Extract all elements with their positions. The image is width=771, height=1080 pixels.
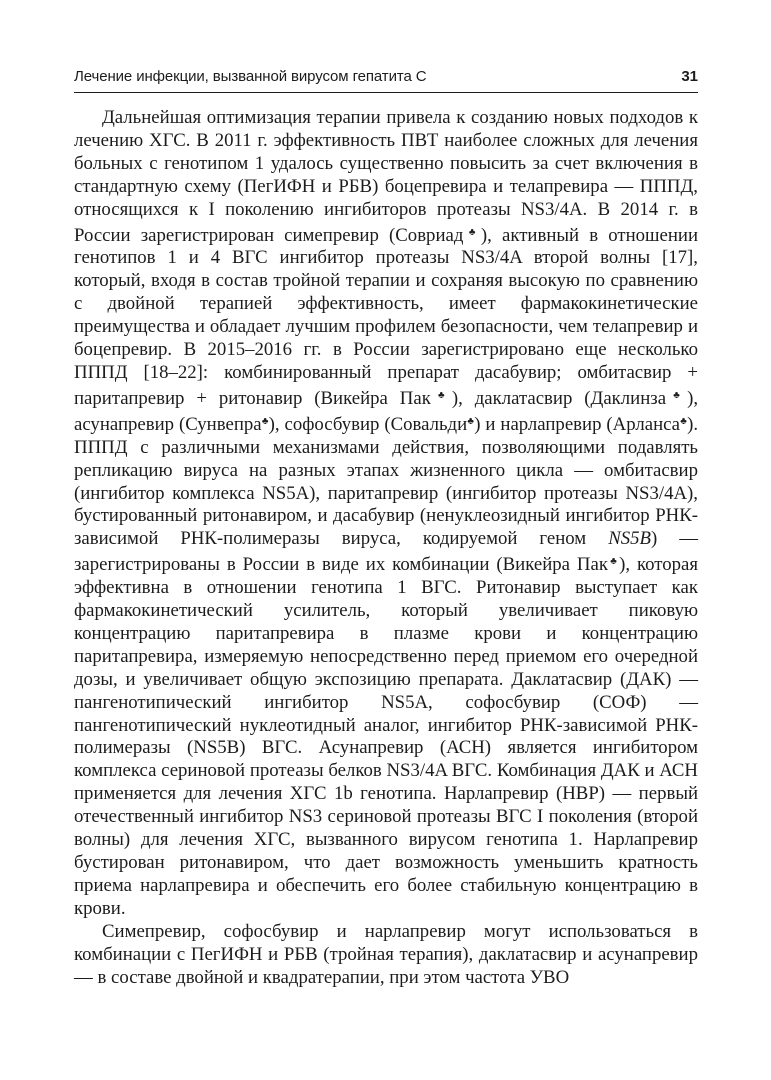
- body-text: [74, 107, 698, 989]
- book-page: [74, 62, 698, 1062]
- gene-name: NS5B: [608, 528, 651, 550]
- running-header: [74, 62, 698, 92]
- text-run: ), которая эффективна в отношении генотипа 1 ВГС. Ритонавир выступает как фармакокинетический усилитель, который увеличивает пиковую концентрацию паритапревира в плазме крови и концентрацию паритапревира, измеряемую непосредственно перед приемом его очередной дозы, и увеличивает общую экспозицию препарата. Даклатасвир (ДАК) — пангенотипический ингибитор NS5A, софосбувир (СОФ) — пангенотипический нуклеотидный аналог, ингибитор РНК-зависимой РНК-полимеразы (NS5B) ВГС. Асунапревир (АСН) является ингибитором комплекса сериновой протеазы белков NS3/4A ВГС. Комбинация ДАК и АСН применяется для лечения ХГС 1b генотипа. Нарлапревир (НВР) — первый отечественный ингибитор NS3 сериновой протеазы ВГС I поколения (второй волны) для лечения ХГС, вызванного вирусом генотипа 1. Нарлапревир бустирован ритонавиром, что дает возможность уменьшить кратность приема нарлапревира и обеспечить его более стабильную концентрацию в крови.: [74, 554, 698, 919]
- paragraph: [74, 107, 698, 921]
- text-run: ), асунапревир (Сунвепра: [74, 387, 699, 435]
- registered-mark-icon: ♣: [607, 556, 620, 568]
- registered-mark-icon: ♣: [680, 415, 688, 427]
- text-run: ) и нарлапревир (Арланса: [474, 413, 681, 435]
- header-rule: [74, 92, 698, 93]
- page-number: 31: [681, 68, 698, 85]
- text-run: Дальнейшая оптимизация терапии привела к созданию новых подходов к лечению ХГС. В 2011 г. эффективность ПВТ наиболее сложных для лечения больных с генотипом 1 удалось существенно повысить за счет включения в стандартную схему (ПегИФН и РБВ) боцепревира и телапревира — ПППД, относящихся к I поколению ингибиторов протеазы NS3/4A. В 2014 г. в России зарегистрирован симепревир (Совриад: [74, 107, 698, 246]
- paragraph: [74, 921, 698, 990]
- registered-mark-icon: ♣: [666, 389, 688, 401]
- registered-mark-icon: ♣: [261, 415, 269, 427]
- text-run: ) — зарегистрированы в России в виде их комбинации (Викейра Пак: [74, 528, 699, 576]
- registered-mark-icon: ♣: [430, 389, 452, 401]
- text-run: ), активный в отношении генотипов 1 и 4 ВГС ингибитор протеазы NS3/4A второй волны [17], который, входя в состав тройной терапии и сохраняя высокую по сравнению с двойной терапией эффективность, имеет фармакокинетические преимущества и обладает лучшим профилем безопасности, чем телапревир и боцепревир. В 2015–2016 гг. в России зарегистрировано еще несколько ПППД [18–22]: комбинированный препарат дасабувир; омбитасвир + паритапревир + ритонавир (Викейра Пак: [74, 224, 699, 409]
- text-run: ), софосбувир (Совальди: [268, 413, 468, 435]
- text-run: Симепревир, софосбувир и нарлапревир могут использоваться в комбинации с ПегИФН и РБВ (тройная терапия), даклатасвир и асунапревир — в составе двойной и квадратерапии, при этом частота УВО: [74, 920, 698, 988]
- running-title: Лечение инфекции, вызванной вирусом гепатита С: [74, 68, 427, 85]
- registered-mark-icon: ♣: [467, 415, 475, 427]
- text-run: ). ПППД с различными механизмами действия, позволяющими подавлять репликацию вируса на разных этапах жизненного цикла — омбитасвир (ингибитор комплекса NS5A), паритапревир (ингибитор протеазы NS3/4A), бустированный ритонавиром, и дасабувир (ненуклеозидный ингибитор РНК-зависимой РНК-полимеразы вируса, кодируемой геном: [74, 413, 699, 550]
- registered-mark-icon: ♣: [463, 226, 481, 238]
- text-run: ), даклатасвир (Даклинза: [451, 387, 667, 409]
